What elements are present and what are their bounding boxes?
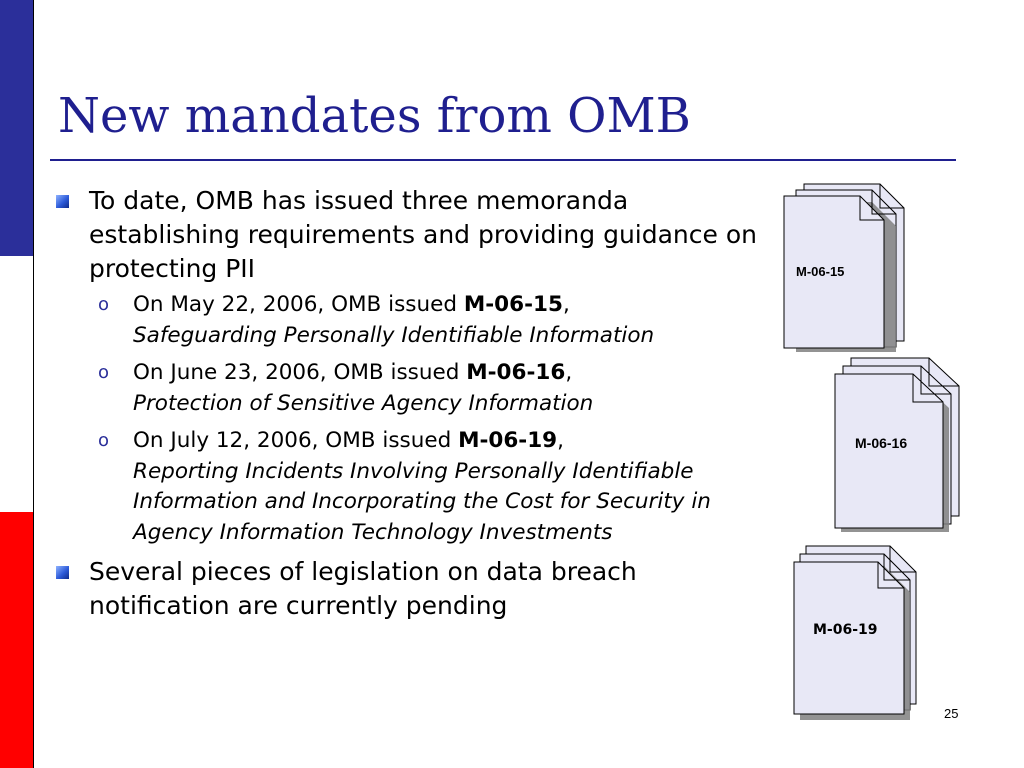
document-stack-icon bbox=[782, 176, 922, 352]
slide-title: New mandates from OMB bbox=[58, 88, 691, 144]
document-label: M-06-19 bbox=[813, 622, 878, 638]
document-label: M-06-16 bbox=[855, 435, 908, 451]
memo-title: Safeguarding Personally Identifiable Information bbox=[133, 322, 655, 348]
left-stripe-white bbox=[0, 256, 34, 512]
circle-bullet-icon: o bbox=[98, 430, 110, 451]
memo-prefix: On May 22, 2006, OMB issued bbox=[133, 292, 464, 317]
memo-prefix: On June 23, 2006, OMB issued bbox=[133, 360, 467, 385]
memo-code: M-06-16 bbox=[466, 360, 566, 385]
memo-code: M-06-19 bbox=[458, 428, 558, 453]
bullet-memoranda bbox=[50, 184, 770, 286]
memo-prefix: On July 12, 2006, OMB issued bbox=[133, 428, 459, 453]
memo-item: o On July 12, 2006, OMB issued M-06-19, Reporting Incidents Involving Personally Identifiable Information and Incorporating the Cost for Security in Agency Information Technology Investments bbox=[98, 428, 711, 545]
bullet-legislation bbox=[50, 555, 770, 623]
memo-code: M-06-15 bbox=[463, 292, 563, 317]
square-bullet-icon bbox=[56, 195, 69, 208]
slide-number: 25 bbox=[944, 706, 959, 721]
slide-content bbox=[50, 184, 770, 627]
title-underline bbox=[50, 159, 956, 161]
circle-bullet-icon: o bbox=[98, 294, 110, 315]
document-stack-icon bbox=[833, 356, 973, 532]
memo-title: Reporting Incidents Involving Personally Identifiable Information and Incorporating the Cost for Security in Agency Information Technology Investments bbox=[133, 458, 711, 545]
bullet-memoranda-text: To date, OMB has issued three memoranda establishing requirements and providing guidance on protecting PII bbox=[89, 186, 757, 283]
square-bullet-icon bbox=[56, 566, 69, 579]
memo-item: o On June 23, 2006, OMB issued M-06-16, Protection of Sensitive Agency Information bbox=[98, 360, 594, 416]
left-stripe-blue bbox=[0, 0, 34, 256]
document-label: M-06-15 bbox=[796, 264, 845, 279]
memo-item: o On May 22, 2006, OMB issued M-06-15, Safeguarding Personally Identifiable Information bbox=[98, 292, 655, 348]
memo-list bbox=[50, 290, 770, 548]
document-stack-icon bbox=[792, 544, 932, 720]
memo-title: Protection of Sensitive Agency Information bbox=[133, 390, 594, 416]
left-stripe-red bbox=[0, 512, 34, 768]
bullet-legislation-text: Several pieces of legislation on data breach notification are currently pending bbox=[89, 557, 637, 620]
circle-bullet-icon: o bbox=[98, 362, 110, 383]
